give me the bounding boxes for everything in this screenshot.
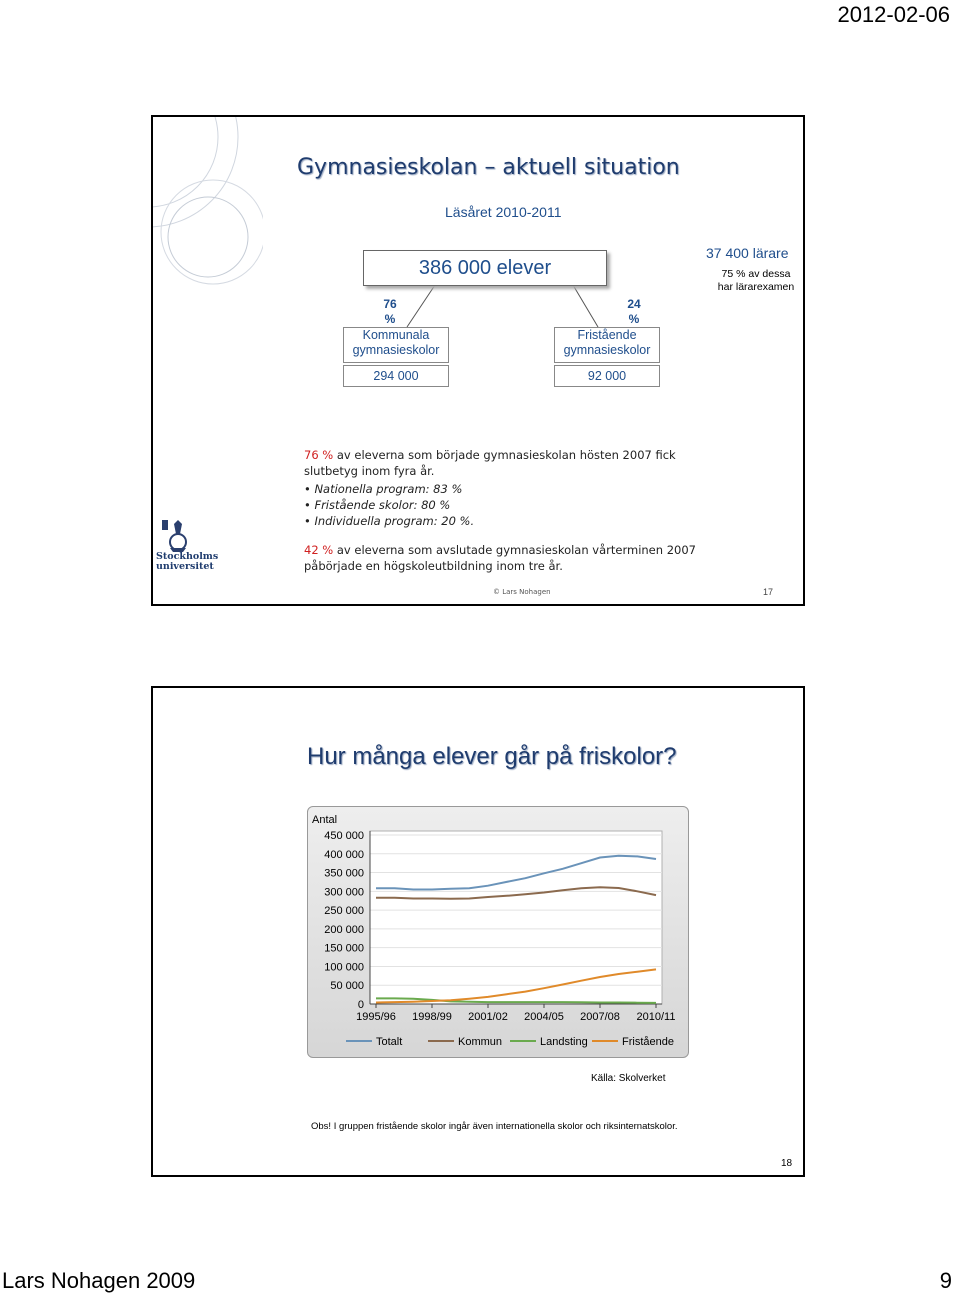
footer-page-number: 9	[939, 1268, 952, 1293]
legend-label: Totalt	[376, 1036, 403, 1048]
crown-emblem-icon	[156, 520, 216, 552]
y-tick-label: 400 000	[324, 848, 364, 861]
total-students-box: 386 000 elever	[363, 250, 607, 286]
teachers-detail: 75 % av dessa har lärarexamen	[717, 268, 795, 293]
completion-paragraph: 76 % av eleverna som började gymnasieskolan hösten 2007 fick slutbetyg inom fyra år.	[304, 448, 676, 478]
legend-label: Kommun	[458, 1036, 503, 1048]
independent-schools-box: Fristående gymnasieskolor	[554, 327, 660, 363]
copyright: © Lars Nohagen	[493, 588, 551, 596]
footer-author: Lars Nohagen 2009	[2, 1268, 196, 1293]
legend-label: Fristående	[622, 1036, 674, 1048]
program-bullets	[304, 481, 684, 529]
y-tick-label: 200 000	[324, 923, 364, 936]
municipal-schools-box: Kommunala gymnasieskolor	[343, 327, 449, 363]
municipal-percent: 76 %	[383, 297, 397, 326]
x-tick-label: 1998/99	[412, 1011, 452, 1023]
slide-17	[151, 115, 805, 606]
municipal-count: 294 000	[343, 365, 449, 387]
bullet-item: • Individuella program: 20 %.	[304, 513, 684, 529]
teachers-headline: 37 400 lärare	[706, 245, 789, 261]
y-tick-label: 350 000	[324, 867, 364, 880]
y-tick-label: 100 000	[324, 961, 364, 974]
y-tick-label: 250 000	[324, 905, 364, 918]
y-tick-label: 450 000	[324, 830, 364, 842]
plot-area	[370, 831, 662, 1004]
x-tick-label: 2004/05	[524, 1011, 564, 1023]
legend-label: Landsting	[540, 1036, 588, 1048]
x-tick-label: 2010/11	[636, 1011, 676, 1023]
slide-title: Hur många elever går på friskolor?	[307, 743, 677, 770]
stockholm-university-logo: Stockholms universitet	[156, 520, 216, 580]
bullet-item: • Nationella program: 83 %	[304, 481, 684, 497]
chart-frame	[307, 806, 689, 1058]
independent-count: 92 000	[554, 365, 660, 387]
bullet-item: • Fristående skolor: 80 %	[304, 497, 684, 513]
slide-number: 18	[781, 1158, 793, 1169]
y-tick-label: 300 000	[324, 886, 364, 899]
footnote: Obs! I gruppen fristående skolor ingår även internationella skolor och riksinternatskolor.	[311, 1121, 678, 1132]
slide-title: Gymnasieskolan – aktuell situation	[297, 155, 680, 180]
independent-percent: 24 %	[627, 297, 641, 326]
y-axis-label: Antal	[312, 814, 338, 826]
slide-number: 17	[763, 587, 774, 597]
school-year: Läsåret 2010-2011	[445, 204, 562, 220]
students-line-chart	[308, 807, 688, 1057]
document-date: 2012-02-06	[837, 2, 950, 27]
y-tick-label: 0	[357, 999, 364, 1011]
x-tick-label: 2001/02	[468, 1011, 508, 1023]
higher-education-paragraph: 42 % av eleverna som avslutade gymnasieskolan vårterminen 2007 påbörjade en högskoleutbildning inom tre år.	[304, 543, 696, 573]
x-tick-label: 1995/96	[356, 1011, 396, 1023]
y-tick-label: 150 000	[324, 942, 364, 955]
source-label: Källa: Skolverket	[591, 1073, 666, 1084]
slide-18	[151, 686, 805, 1177]
x-tick-label: 2007/08	[580, 1011, 620, 1023]
y-tick-label: 50 000	[330, 980, 364, 993]
